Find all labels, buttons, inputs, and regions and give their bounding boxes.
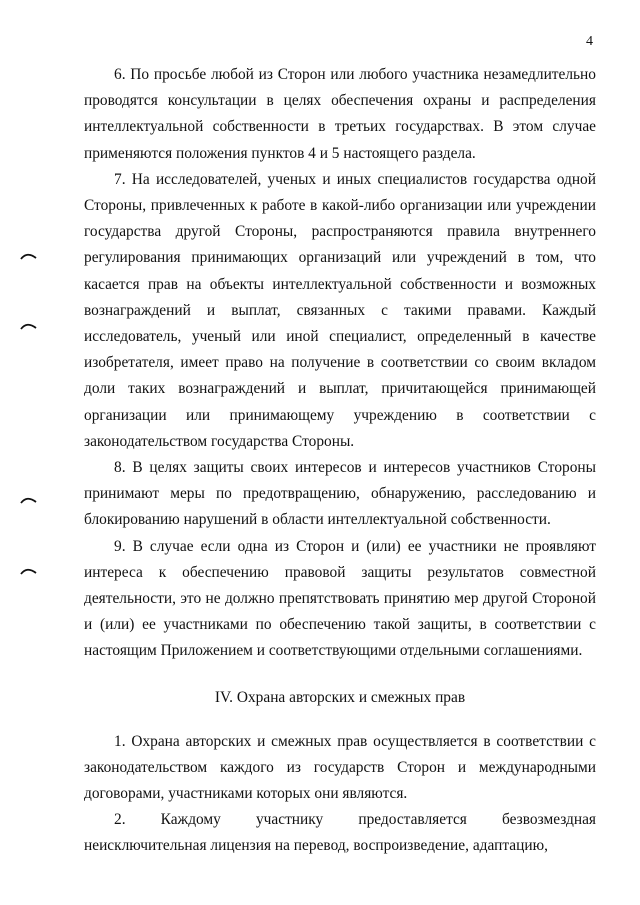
paragraph-iv-1: 1. Охрана авторских и смежных прав осуществляется в соответствии с законодательством каждого из государств Сторон и международными договорами, участниками которых они являются. <box>84 732 596 803</box>
paragraph-6: 6. По просьбе любой из Сторон или любого участника незамедлительно проводятся консультации в целях обеспечения охраны и распределения интеллектуальной собственности в третьих государствах. В этом случае применяются положения пунктов 4 и 5 настоящего раздела. <box>84 66 596 162</box>
document-body <box>84 62 596 860</box>
paragraph-iv-2: 2. Каждому участнику предоставляется безвозмездная неисключительная лицензия на перевод, воспроизведение, адаптацию, <box>84 811 596 855</box>
paragraph-8: 8. В целях защиты своих интересов и интересов участников Стороны принимают меры по предотвращению, обнаружению, расследованию и блокированию нарушений в области интеллектуальной собственности. <box>84 459 596 529</box>
margin-mark <box>20 320 38 332</box>
section-heading: IV. Охрана авторских и смежных прав <box>214 688 466 706</box>
margin-mark <box>20 565 38 577</box>
paragraph-9: 9. В случае если одна из Сторон и (или) ее участники не проявляют интереса к обеспечению правовой защиты результатов совместной деятельности, это не должно препятствовать принятию мер другой Стороной и (или) ее участниками по обеспечению такой защиты, в соответствии с настоящим Приложением и соответствующими отдельными соглашениями. <box>84 537 596 660</box>
margin-mark <box>20 250 38 262</box>
paragraph-7: 7. На исследователей, ученых и иных специалистов государства одной Стороны, привлеченных к работе в какой-либо организации или учреждении государства другой Стороны, распространяются правила внутреннего регулирования принимающих организаций или учреждений в том, что касается прав на объекты интеллектуальной собственности и возможных вознаграждений и выплат, связанных с такими правами. Каждый исследователь, ученый или иной специалист, определенный в качестве изобретателя, имеет право на получение в соответствии со своим вкладом доли таких вознаграждений и выплат, причитающейся принимающей организации или принимающему учреждению в соответствии с законодательством государства Стороны. <box>84 170 596 450</box>
page-number: 4 <box>586 34 593 49</box>
margin-mark <box>20 494 38 506</box>
